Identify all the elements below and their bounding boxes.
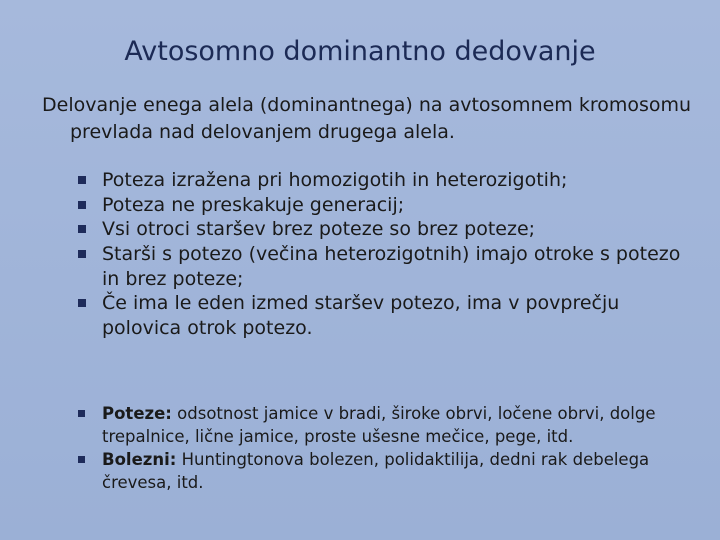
example-text: Huntingtonova bolezen, polidaktilija, dedni rak debelega črevesa, itd. — [102, 450, 650, 493]
list-item — [78, 242, 698, 291]
examples-list — [78, 402, 678, 494]
list-item — [78, 291, 698, 340]
example-text: odsotnost jamice v bradi, široke obrvi, ločene obrvi, dolge trepalnice, lične jamice, proste ušesne mečice, pege, itd. — [102, 404, 656, 447]
example-label: Bolezni: — [102, 450, 177, 470]
example-item-traits — [78, 402, 678, 448]
list-item-text: Poteza ne preskakuje generacij; — [102, 193, 405, 216]
list-item-text: Če ima le eden izmed staršev potezo, ima v povprečju polovica otrok potezo. — [102, 292, 620, 340]
square-bullet-icon — [78, 410, 85, 417]
list-item — [78, 193, 698, 218]
square-bullet-icon — [78, 201, 86, 209]
square-bullet-icon — [78, 225, 86, 233]
list-item-text: Vsi otroci staršev brez poteze so brez poteze; — [102, 218, 536, 241]
example-label: Poteze: — [102, 404, 172, 423]
list-item-text: Starši s potezo (večina heterozigotnih) imajo otroke s potezo in brez poteze; — [102, 243, 681, 290]
list-item — [78, 217, 698, 242]
square-bullet-icon — [78, 250, 86, 258]
list-item-text: Poteza izražena pri homozigotih in heterozigotih; — [102, 169, 568, 191]
square-bullet-icon — [78, 176, 86, 184]
intro-paragraph: Delovanje enega alela (dominantnega) na avtosomnem kromosomu prevlada nad delovanjem drugega alela. — [42, 94, 692, 143]
example-item-diseases — [78, 448, 678, 494]
square-bullet-icon — [78, 299, 86, 307]
square-bullet-icon — [78, 456, 85, 463]
list-item — [78, 168, 698, 193]
slide-title: Avtosomno dominantno dedovanje — [124, 36, 596, 67]
property-list — [78, 168, 698, 341]
